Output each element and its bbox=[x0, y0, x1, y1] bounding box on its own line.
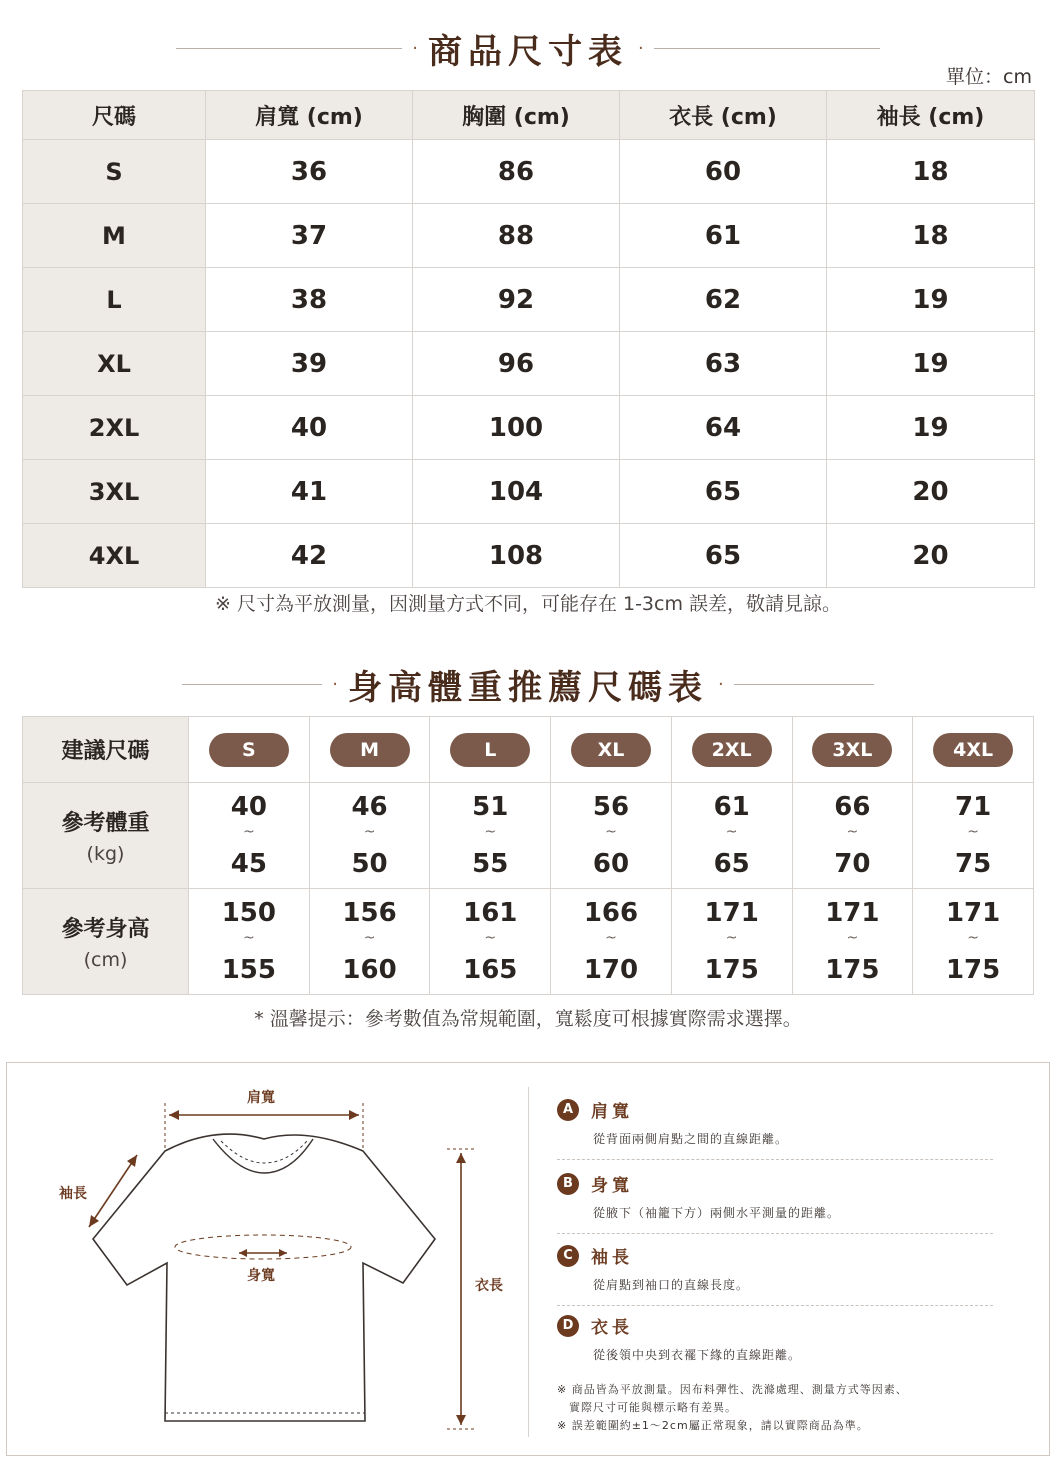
divider bbox=[557, 1305, 993, 1306]
recommend-table-title bbox=[0, 660, 1056, 709]
body-label: 身寬 bbox=[247, 1268, 275, 1284]
size-cell: M bbox=[23, 204, 206, 268]
tshirt-collar-stitch bbox=[221, 1141, 307, 1163]
value-cell: 96 bbox=[413, 332, 620, 396]
table-row bbox=[23, 332, 1035, 396]
guide-item-title: 肩寬 bbox=[591, 1102, 633, 1122]
table-row bbox=[23, 460, 1035, 524]
recommend-table bbox=[22, 716, 1034, 995]
divider bbox=[557, 1159, 993, 1160]
value-cell: 42 bbox=[206, 524, 413, 588]
badge-b: B bbox=[557, 1173, 579, 1195]
row-label: 建議尺碼 bbox=[23, 717, 189, 783]
value-cell: 65 bbox=[620, 524, 827, 588]
shoulder-label: 肩寬 bbox=[247, 1090, 275, 1106]
height-range: 166 ~ 170 bbox=[551, 889, 672, 995]
footnote-line: ※ 誤差範圍約±1～2cm屬正常現象，請以實際商品為準。 bbox=[557, 1419, 869, 1432]
size-table-title-text: 商品尺寸表 bbox=[428, 32, 628, 72]
table-row bbox=[23, 204, 1035, 268]
recommend-note: * 溫馨提示：參考數值為常規範圍，寬鬆度可根據實際需求選擇。 bbox=[254, 1008, 802, 1030]
value-cell: 20 bbox=[827, 524, 1035, 588]
guide-item-desc: 從背面兩側肩點之間的直線距離。 bbox=[593, 1132, 789, 1146]
size-cell: 3XL bbox=[23, 460, 206, 524]
height-range: 161 ~ 165 bbox=[430, 889, 551, 995]
recommend-weight-row bbox=[23, 783, 1034, 889]
guide-item-desc: 從後領中央到衣襬下緣的直線距離。 bbox=[593, 1348, 802, 1362]
guide-item bbox=[557, 1243, 993, 1306]
height-range: 171 ~ 175 bbox=[913, 889, 1034, 995]
weight-range: 71 ~ 75 bbox=[913, 783, 1034, 889]
title-dot: · bbox=[718, 674, 724, 695]
guide-item-title: 身寬 bbox=[591, 1176, 633, 1196]
weight-label: 參考體重 bbox=[61, 811, 150, 836]
size-pill: M bbox=[330, 733, 410, 767]
height-range: 171 ~ 175 bbox=[671, 889, 792, 995]
guide-item-title: 衣長 bbox=[591, 1318, 633, 1338]
weight-range: 56 ~ 60 bbox=[551, 783, 672, 889]
footnote-line: 實際尺寸可能與標示略有差異。 bbox=[569, 1401, 737, 1414]
value-cell: 60 bbox=[620, 140, 827, 204]
weight-range: 46 ~ 50 bbox=[309, 783, 430, 889]
value-cell: 40 bbox=[206, 396, 413, 460]
guide-item-desc: 從肩點到袖口的直線長度。 bbox=[593, 1278, 750, 1292]
weight-unit: (kg) bbox=[86, 843, 125, 865]
size-pill: XL bbox=[571, 733, 651, 767]
height-range: 156 ~ 160 bbox=[309, 889, 430, 995]
height-unit: (cm) bbox=[83, 949, 128, 971]
value-cell: 41 bbox=[206, 460, 413, 524]
value-cell: 36 bbox=[206, 140, 413, 204]
guide-item-title: 袖長 bbox=[591, 1248, 633, 1268]
value-cell: 63 bbox=[620, 332, 827, 396]
row-label bbox=[23, 783, 189, 889]
size-cell: 2XL bbox=[23, 396, 206, 460]
weight-range: 51 ~ 55 bbox=[430, 783, 551, 889]
size-pill: 2XL bbox=[692, 733, 772, 767]
value-cell: 19 bbox=[827, 396, 1035, 460]
header-cell: 尺碼 bbox=[23, 91, 206, 140]
size-table-header-row bbox=[23, 91, 1035, 140]
value-cell: 18 bbox=[827, 204, 1035, 268]
weight-range: 40 ~ 45 bbox=[189, 783, 310, 889]
height-range: 150 ~ 155 bbox=[189, 889, 310, 995]
recommend-table-title-text: 身高體重推薦尺碼表 bbox=[348, 668, 708, 708]
guide-divider bbox=[528, 1087, 529, 1437]
size-cell: 4XL bbox=[23, 524, 206, 588]
size-cell: XL bbox=[23, 332, 206, 396]
title-rule-left bbox=[176, 48, 402, 49]
size-cell: S bbox=[23, 140, 206, 204]
table-row bbox=[23, 140, 1035, 204]
sleeve-label: 袖長 bbox=[59, 1186, 87, 1202]
size-pill: 3XL bbox=[812, 733, 892, 767]
header-cell: 袖長 (cm) bbox=[827, 91, 1035, 140]
size-pill: 4XL bbox=[933, 733, 1013, 767]
value-cell: 37 bbox=[206, 204, 413, 268]
tshirt-collar bbox=[213, 1139, 313, 1173]
value-cell: 92 bbox=[413, 268, 620, 332]
measurement-guide bbox=[6, 1062, 1050, 1456]
height-range: 171 ~ 175 bbox=[792, 889, 913, 995]
recommend-height-row bbox=[23, 889, 1034, 995]
body-width-ellipse bbox=[175, 1235, 351, 1259]
table-row bbox=[23, 396, 1035, 460]
guide-item bbox=[557, 1097, 993, 1160]
divider bbox=[557, 1233, 993, 1234]
guide-item-desc: 從腋下（袖籠下方）兩側水平測量的距離。 bbox=[593, 1206, 841, 1220]
badge-a: A bbox=[557, 1099, 579, 1121]
header-cell: 衣長 (cm) bbox=[620, 91, 827, 140]
height-label: 參考身高 bbox=[61, 917, 150, 942]
table-row bbox=[23, 524, 1035, 588]
value-cell: 19 bbox=[827, 268, 1035, 332]
guide-footnotes bbox=[557, 1381, 908, 1435]
value-cell: 38 bbox=[206, 268, 413, 332]
header-cell: 肩寬 (cm) bbox=[206, 91, 413, 140]
header-cell: 胸圍 (cm) bbox=[413, 91, 620, 140]
value-cell: 20 bbox=[827, 460, 1035, 524]
value-cell: 18 bbox=[827, 140, 1035, 204]
row-label bbox=[23, 889, 189, 995]
title-rule-left bbox=[182, 684, 322, 685]
value-cell: 108 bbox=[413, 524, 620, 588]
value-cell: 88 bbox=[413, 204, 620, 268]
title-dot: · bbox=[638, 38, 644, 59]
size-table bbox=[22, 90, 1035, 588]
badge-d: D bbox=[557, 1315, 579, 1337]
title-rule-right bbox=[654, 48, 880, 49]
sleeve-arrow bbox=[89, 1155, 137, 1227]
guide-item bbox=[557, 1171, 993, 1234]
value-cell: 65 bbox=[620, 460, 827, 524]
size-note: ※ 尺寸為平放測量，因測量方式不同，可能存在 1-3cm 誤差，敬請見諒。 bbox=[214, 593, 842, 615]
weight-range: 66 ~ 70 bbox=[792, 783, 913, 889]
title-rule-right bbox=[734, 684, 874, 685]
title-dot: · bbox=[412, 38, 418, 59]
value-cell: 64 bbox=[620, 396, 827, 460]
tshirt-diagram bbox=[7, 1063, 527, 1457]
guide-item bbox=[557, 1313, 993, 1363]
value-cell: 62 bbox=[620, 268, 827, 332]
recommend-size-row bbox=[23, 717, 1034, 783]
value-cell: 86 bbox=[413, 140, 620, 204]
value-cell: 19 bbox=[827, 332, 1035, 396]
unit-note: 單位：cm bbox=[946, 66, 1032, 88]
size-pill: S bbox=[209, 733, 289, 767]
weight-range: 61 ~ 65 bbox=[671, 783, 792, 889]
size-table-title bbox=[0, 24, 1056, 73]
table-row bbox=[23, 268, 1035, 332]
length-label: 衣長 bbox=[475, 1278, 503, 1294]
title-dot: · bbox=[332, 674, 338, 695]
size-cell: L bbox=[23, 268, 206, 332]
size-pill: L bbox=[450, 733, 530, 767]
value-cell: 100 bbox=[413, 396, 620, 460]
badge-c: C bbox=[557, 1245, 579, 1267]
footnote-line: ※ 商品皆為平放測量。因布料彈性、洗滌處理、測量方式等因素、 bbox=[557, 1383, 908, 1396]
value-cell: 104 bbox=[413, 460, 620, 524]
value-cell: 61 bbox=[620, 204, 827, 268]
value-cell: 39 bbox=[206, 332, 413, 396]
